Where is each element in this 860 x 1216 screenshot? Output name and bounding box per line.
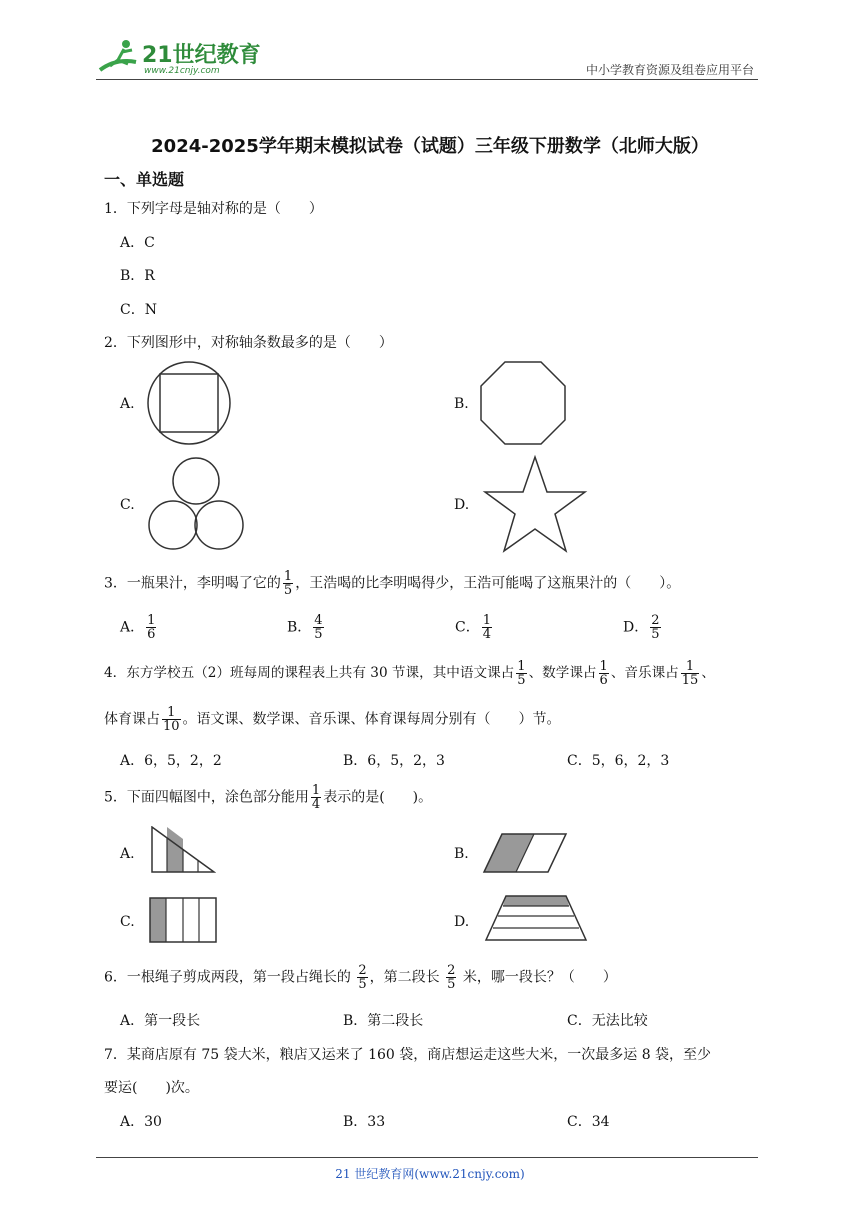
q5-option-b: B. bbox=[454, 846, 469, 862]
q3-option-a: A． $\frac{1}{6}$ bbox=[120, 613, 156, 642]
q7-stem-line1: 7．某商店原有 75 袋大米，粮店又运来了 160 袋，商店想运走这些大米，一次最多运 8 袋，至少 bbox=[104, 1047, 712, 1063]
fraction: $\frac{2}{5}$ bbox=[651, 613, 660, 642]
q7-option-a: A．30 bbox=[120, 1114, 162, 1130]
q2-stem: 2．下列图形中，对称轴条数最多的是（ ） bbox=[104, 335, 393, 351]
fraction: $\frac{1}{15}$ bbox=[681, 659, 699, 688]
q2-option-a: A. bbox=[120, 396, 135, 412]
q4-option-c: C．5，6，2，3 bbox=[567, 753, 670, 769]
footer-link[interactable]: 21 世纪教育网(www.21cnjy.com) bbox=[335, 1167, 525, 1181]
q7-stem-line2: 要运( )次。 bbox=[104, 1080, 199, 1096]
q3-option-c: C． $\frac{1}{4}$ bbox=[455, 613, 491, 642]
fraction: $\frac{1}{10}$ bbox=[163, 705, 180, 734]
fraction: $\frac{4}{5}$ bbox=[314, 613, 323, 642]
q4-stem-line2: 体育课占 $\frac{1}{10}$ 。语文课、数学课、音乐课、体育课每周分别有（ ）节。 bbox=[104, 705, 561, 734]
q7-option-c: C．34 bbox=[567, 1114, 610, 1130]
q2-option-b: B. bbox=[454, 396, 469, 412]
fraction: $\frac{1}{4}$ bbox=[482, 613, 491, 642]
fraction: $\frac{1}{6}$ bbox=[599, 659, 608, 688]
three-circles-figure bbox=[146, 456, 246, 552]
q6-option-b: B．第二段长 bbox=[343, 1013, 424, 1029]
q7-option-b: B．33 bbox=[343, 1114, 386, 1130]
logo-text: 21世纪教育 bbox=[142, 43, 261, 68]
header-divider bbox=[96, 79, 758, 80]
trapezoid-strips-figure bbox=[484, 894, 588, 944]
triangle-strips-figure bbox=[150, 826, 216, 874]
fraction: $\frac{1}{4}$ bbox=[311, 783, 321, 812]
fraction: $\frac{1}{6}$ bbox=[147, 613, 156, 642]
header-platform-text: 中小学教育资源及组卷应用平台 bbox=[585, 63, 754, 77]
q5-stem: 5．下面四幅图中，涂色部分能用 $\frac{1}{4}$ 表示的是( )。 bbox=[104, 783, 433, 812]
octagon-figure bbox=[479, 360, 567, 446]
circle-square-figure bbox=[146, 360, 232, 446]
q3-option-d: D． $\frac{2}{5}$ bbox=[623, 613, 660, 642]
parallelogram-figure bbox=[482, 832, 568, 874]
q4-option-b: B．6，5，2，3 bbox=[343, 753, 445, 769]
q4-stem-line1: 4．东方学校五（2）班每周的课程表上共有 30 节课，其中语文课占 $\frac{1}{5}$ 、数学课占 $\frac{1}{6}$ 、音乐课占 $\frac{1}{15}$ 、 bbox=[104, 659, 715, 688]
q3-stem: 3．一瓶果汁，李明喝了它的 $\frac{1}{5}$ ，王浩喝的比李明喝得少，王浩可能喝了这瓶果汁的（ ）。 bbox=[104, 569, 681, 598]
q1-option-b: B．R bbox=[120, 268, 155, 284]
q5-option-a: A. bbox=[120, 846, 135, 862]
q1-option-a: A．C bbox=[120, 235, 155, 251]
q4-option-a: A．6，5，2，2 bbox=[120, 753, 222, 769]
logo bbox=[96, 36, 266, 80]
q2-option-d: D. bbox=[454, 497, 470, 513]
page-title: 2024-2025学年期末模拟试卷（试题）三年级下册数学（北师大版） bbox=[151, 136, 709, 157]
q2-option-c: C. bbox=[120, 497, 135, 513]
footer-divider bbox=[96, 1157, 758, 1158]
q3-option-b: B． $\frac{4}{5}$ bbox=[287, 613, 323, 642]
q1-stem: 1．下列字母是轴对称的是（ ） bbox=[104, 201, 323, 217]
section-heading: 一、单选题 bbox=[104, 170, 185, 189]
fraction: $\frac{1}{5}$ bbox=[283, 569, 293, 598]
rectangle-strips-figure bbox=[148, 896, 218, 944]
fraction: $\frac{1}{5}$ bbox=[517, 659, 526, 688]
q6-option-c: C．无法比较 bbox=[567, 1013, 648, 1029]
fraction: $\frac{2}{5}$ bbox=[358, 963, 367, 992]
q6-option-a: A．第一段长 bbox=[120, 1013, 201, 1029]
q6-stem: 6．一根绳子剪成两段，第一段占绳长的 $\frac{2}{5}$ ，第二段长 $\frac{2}{5}$ 米，哪一段长？（ ） bbox=[104, 963, 617, 992]
star-figure bbox=[481, 454, 589, 554]
q1-option-c: C．N bbox=[120, 302, 157, 318]
logo-url: www.21cnjy.com bbox=[144, 66, 220, 76]
q5-option-c: C. bbox=[120, 914, 135, 930]
q5-option-d: D. bbox=[454, 914, 470, 930]
fraction: $\frac{2}{5}$ bbox=[447, 963, 456, 992]
